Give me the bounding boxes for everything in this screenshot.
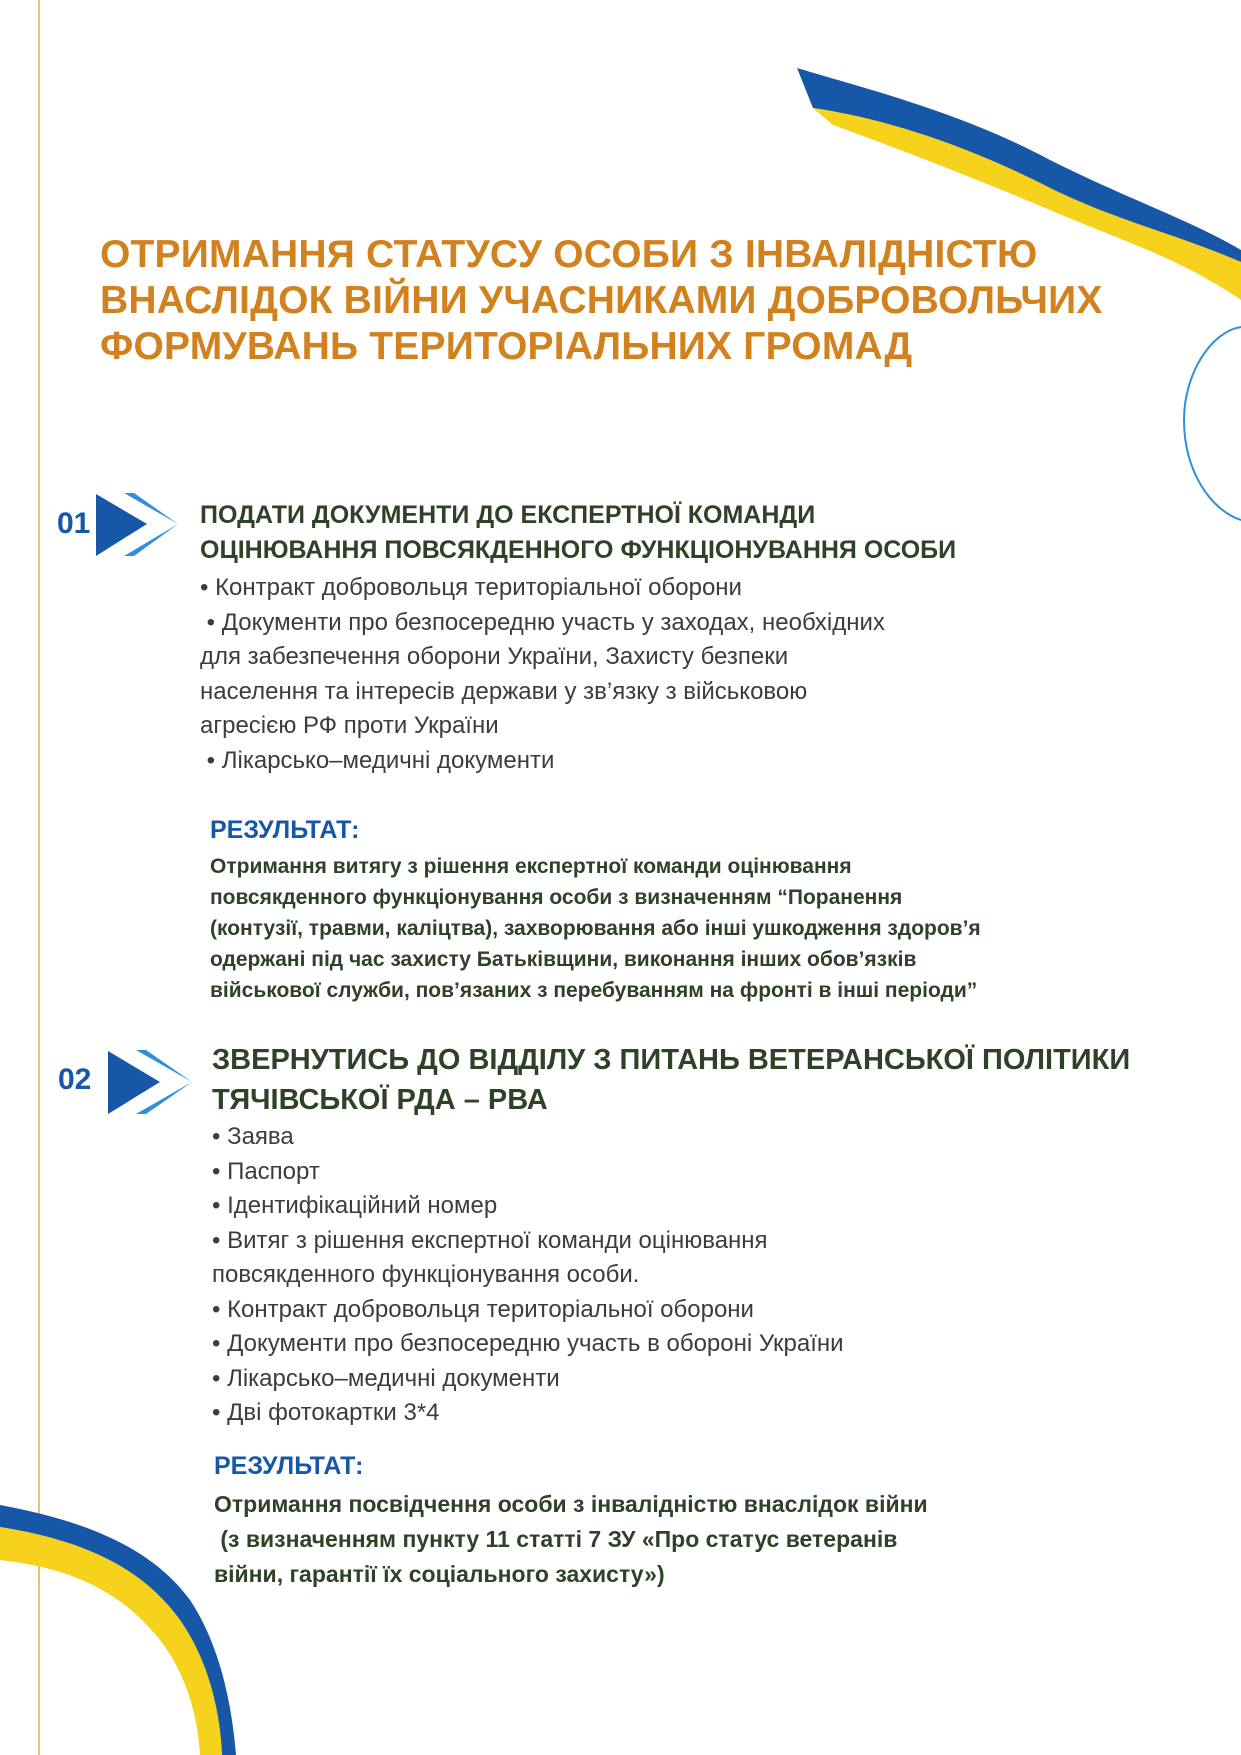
step1-chevron-icon bbox=[96, 493, 178, 556]
step2-document-list bbox=[212, 1120, 844, 1431]
result-line: Отримання посвідчення особи з інвалідністю внаслідок війни bbox=[214, 1491, 928, 1517]
list-item: • Документи про безпосередню участь у заходах, необхідних bbox=[200, 608, 885, 636]
step1-number: 01 bbox=[57, 507, 91, 540]
step2-result-label: РЕЗУЛЬТАТ: bbox=[214, 1452, 364, 1480]
list-item: • Ідентифікаційний номер bbox=[212, 1192, 498, 1219]
heading-line: ЗВЕРНУТИСЬ ДО ВІДДІЛУ З ПИТАНЬ ВЕТЕРАНСЬКОЇ ПОЛІТИКИ bbox=[212, 1044, 1131, 1076]
list-item: • Паспорт bbox=[212, 1157, 320, 1185]
circle-arc bbox=[1184, 327, 1241, 520]
heading-line: ОЦІНЮВАННЯ ПОВСЯКДЕННОГО ФУНКЦІОНУВАННЯ ОСОБИ bbox=[200, 536, 957, 564]
page-title bbox=[100, 232, 1180, 370]
step1-heading bbox=[200, 498, 956, 568]
list-item: • Лікарсько–медичні документи bbox=[200, 746, 555, 774]
flag-ribbon-bottom bbox=[0, 1505, 236, 1755]
list-item: • Заява bbox=[212, 1123, 294, 1150]
list-item: • Дві фотокартки 3*4 bbox=[212, 1399, 440, 1426]
result-line: (контузії, травми, каліцтва), захворювання або інші ушкодження здоров’я bbox=[210, 917, 981, 940]
title-line: ФОРМУВАНЬ ТЕРИТОРІАЛЬНИХ ГРОМАД bbox=[100, 325, 913, 368]
step2-number: 02 bbox=[58, 1063, 92, 1096]
result-line: повсякденного функціонування особи з визначенням “Поранення bbox=[210, 886, 903, 909]
list-item: • Витяг з рішення експертної команди оцінювання bbox=[212, 1226, 768, 1254]
list-item: • Лікарсько–медичні документи bbox=[212, 1364, 560, 1392]
list-item: • Документи про безпосередню участь в обороні України bbox=[212, 1330, 844, 1357]
list-item: для забезпечення оборони України, Захисту безпеки bbox=[200, 643, 789, 670]
step2-heading bbox=[212, 1040, 1130, 1120]
step2-result-text bbox=[214, 1487, 928, 1592]
result-line: війни, гарантії їх соціального захисту») bbox=[214, 1561, 665, 1587]
list-item: • Контракт добровольця територіальної оборони bbox=[212, 1295, 754, 1323]
heading-line: ТЯЧІВСЬКОЇ РДА – РВА bbox=[212, 1084, 548, 1116]
result-line: Отримання витягу з рішення експертної команди оцінювання bbox=[210, 855, 852, 878]
result-line: (з визначенням пункту 11 статті 7 ЗУ «Про статус ветеранів bbox=[214, 1526, 898, 1552]
title-line: ВНАСЛІДОК ВІЙНИ УЧАСНИКАМИ ДОБРОВОЛЬЧИХ bbox=[100, 279, 1103, 322]
result-line: військової служби, пов’язаних з перебуванням на фронті в інші періоди” bbox=[210, 979, 978, 1002]
step1-result-label: РЕЗУЛЬТАТ: bbox=[210, 816, 360, 844]
heading-line: ПОДАТИ ДОКУМЕНТИ ДО ЕКСПЕРТНОЇ КОМАНДИ bbox=[200, 501, 816, 529]
list-item: повсякденного функціонування особи. bbox=[212, 1261, 640, 1288]
list-item: агресією РФ проти України bbox=[200, 712, 499, 739]
step2-chevron-icon bbox=[108, 1050, 192, 1114]
title-line: ОТРИМАННЯ СТАТУСУ ОСОБИ З ІНВАЛІДНІСТЮ bbox=[100, 233, 1038, 276]
step1-document-list bbox=[200, 571, 885, 778]
step1-result-text bbox=[210, 851, 981, 1006]
result-line: одержані під час захисту Батьківщини, виконання інших обов’язків bbox=[210, 948, 917, 971]
list-item: населення та інтересів держави у зв’язку з військовою bbox=[200, 677, 808, 705]
list-item: • Контракт добровольця територіальної оборони bbox=[200, 574, 742, 601]
